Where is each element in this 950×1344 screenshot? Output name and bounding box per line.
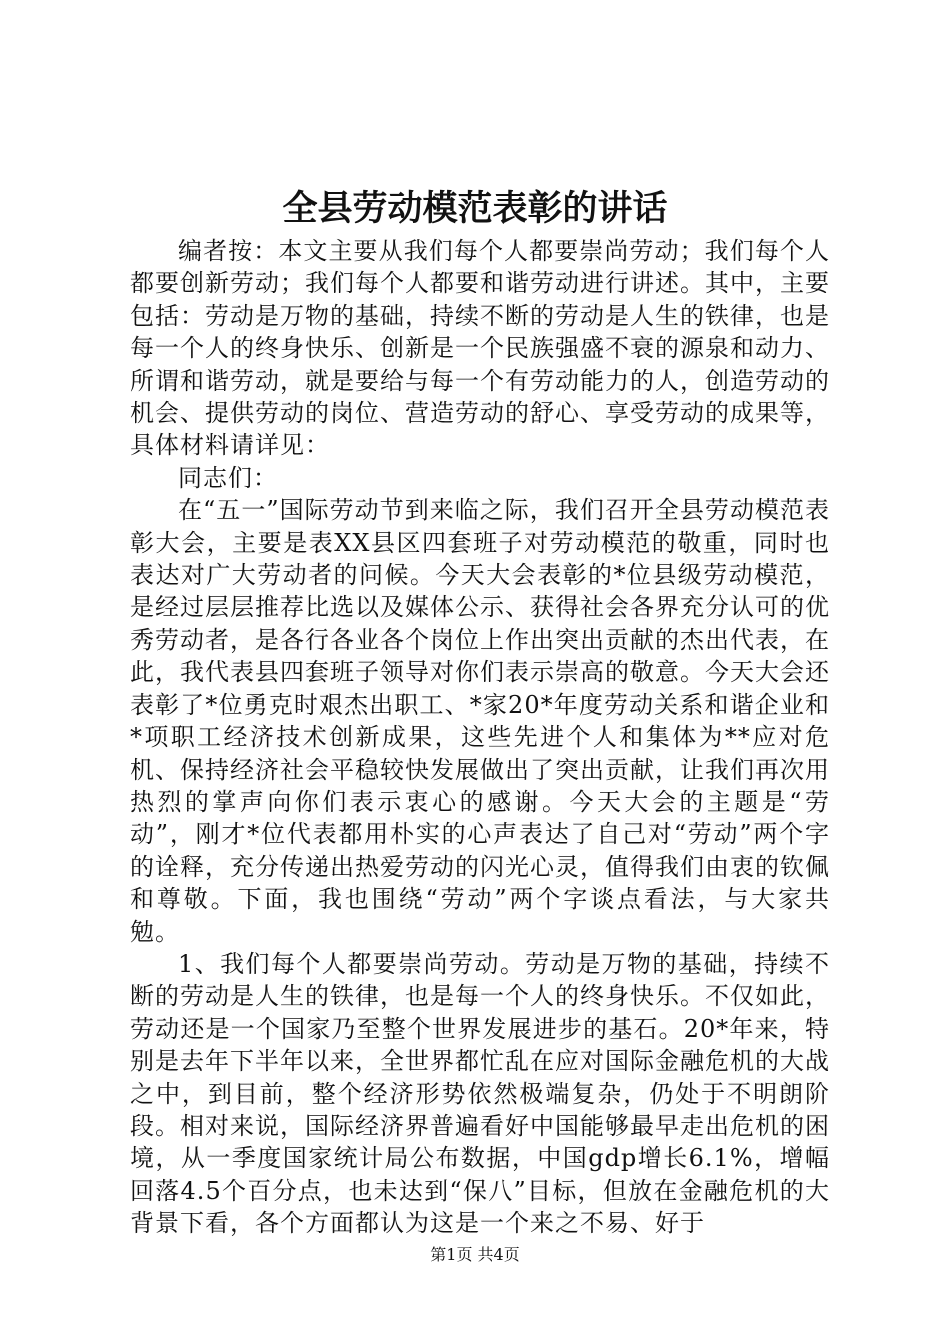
editor-note-paragraph: 编者按：本文主要从我们每个人都要崇尚劳动；我们每个人都要创新劳动；我们每个人都要和谐劳动进行讲述。其中，主要包括：劳动是万物的基础，持续不断的劳动是人生的铁律，也是每一个人的终身快乐、创新是一个民族强盛不衰的源泉和动力、所谓和谐劳动，就是要给与每一个有劳动能力的人，创造劳动的机会、提供劳动的岗位、营造劳动的舒心、享受劳动的成果等，具体材料请详见： [130, 237, 830, 460]
document-title: 全县劳动模范表彰的讲话 [282, 189, 668, 229]
document-body [130, 235, 830, 1240]
salutation-paragraph: 同志们： [178, 463, 278, 492]
section-one-paragraph: 1、我们每个人都要崇尚劳动。劳动是万物的基础，持续不断的劳动是人生的铁律，也是每一个人的终身快乐。不仅如此，劳动还是一个国家乃至整个世界发展进步的基石。20*年来，特别是去年下半年以来，全世界都忙乱在应对国际金融危机的大战之中，到目前，整个经济形势依然极端复杂，仍处于不明朗阶段。相对来说，国际经济界普遍看好中国能够最早走出危机的困境，从一季度国家统计局公布数据，中国gdp增长6.1%，增幅回落4.5个百分点，也未达到“保八”目标，但放在金融危机的大背景下看，各个方面都认为这是一个来之不易、好于 [130, 949, 830, 1238]
page-footer: 第1页 共4页 [430, 1245, 520, 1264]
opening-paragraph: 在“五一”国际劳动节到来临之际，我们召开全县劳动模范表彰大会，主要是表XX县区四套班子对劳动模范的敬重，同时也表达对广大劳动者的问候。今天大会表彰的*位县级劳动模范，是经过层层推荐比选以及媒体公示、获得社会各界充分认可的优秀劳动者，是各行各业各个岗位上作出突出贡献的杰出代表，在此，我代表县四套班子领导对你们表示崇高的敬意。今天大会还表彰了*位勇克时艰杰出职工、*家20*年度劳动关系和谐企业和*项职工经济技术创新成果，这些先进个人和集体为**应对危机、保持经济社会平稳较快发展做出了突出贡献，让我们再次用热烈的掌声向你们表示衷心的感谢。今天大会的主题是“劳动”，刚才*位代表都用朴实的心声表达了自己对“劳动”两个字的诠释，充分传递出热爱劳动的闪光心灵，值得我们由衷的钦佩和尊敬。下面，我也围绕“劳动”两个字谈点看法，与大家共勉。 [130, 496, 830, 946]
